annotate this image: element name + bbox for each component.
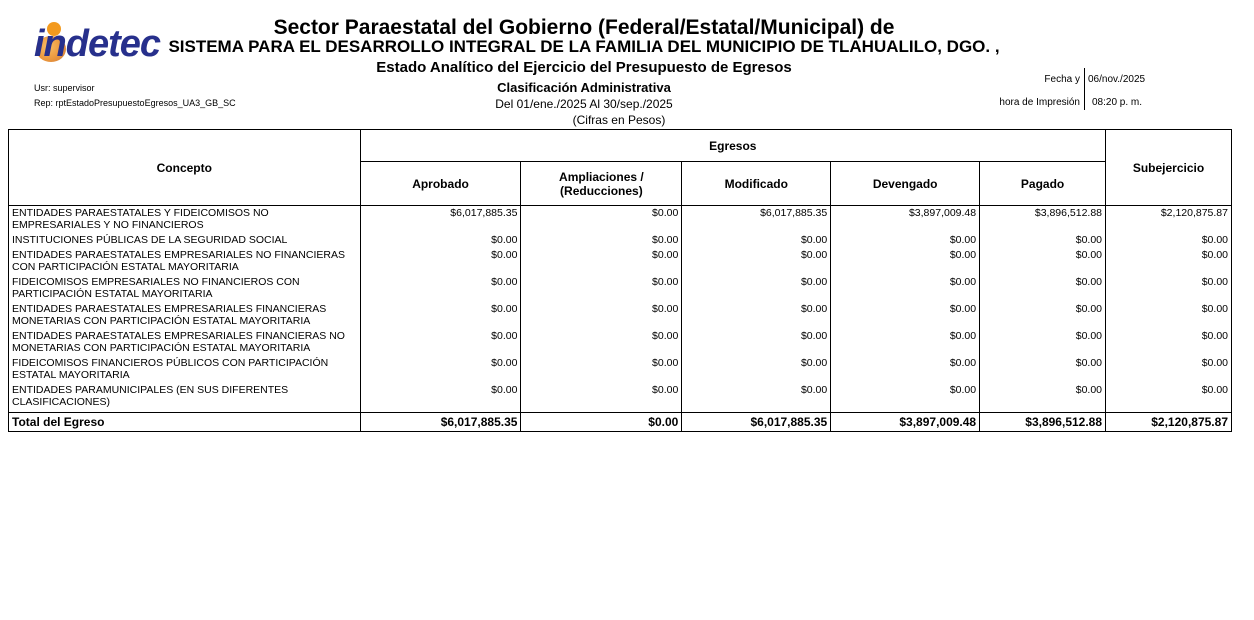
pagado-header: Pagado — [980, 162, 1106, 206]
devengado-header: Devengado — [831, 162, 980, 206]
modificado-cell: $6,017,885.35 — [682, 206, 831, 234]
subejercicio-cell: $2,120,875.87 — [1106, 206, 1232, 234]
pagado-cell: $0.00 — [980, 248, 1106, 275]
aprobado-cell: $0.00 — [360, 233, 521, 248]
classification: Clasificación Administrativa — [497, 80, 671, 95]
table-row — [9, 233, 1232, 248]
entity-name: SISTEMA PARA EL DESARROLLO INTEGRAL DE LA FAMILIA DEL MUNICIPIO DE TLAHUALILO, DGO. , — [168, 37, 1000, 56]
aprobado-cell: $0.00 — [360, 302, 521, 329]
devengado-cell: $0.00 — [831, 275, 980, 302]
concepto-cell: ENTIDADES PARAESTATALES EMPRESARIALES NO FINANCIERAS CON PARTICIPACIÓN ESTATAL MAYORITARIA — [9, 248, 361, 275]
logo-text: indetec — [34, 23, 161, 65]
total-aprobado: $6,017,885.35 — [360, 413, 521, 432]
aprobado-header: Aprobado — [360, 162, 521, 206]
total-devengado: $3,897,009.48 — [831, 413, 980, 432]
concepto-cell: FIDEICOMISOS FINANCIEROS PÚBLICOS CON PARTICIPACIÓN ESTATAL MAYORITARIA — [9, 356, 361, 383]
modificado-cell: $0.00 — [682, 383, 831, 413]
subejercicio-cell: $0.00 — [1106, 248, 1232, 275]
concepto-cell: ENTIDADES PARAESTATALES Y FIDEICOMISOS NO EMPRESARIALES Y NO FINANCIEROS — [9, 206, 361, 234]
modificado-header: Modificado — [682, 162, 831, 206]
modificado-cell: $0.00 — [682, 302, 831, 329]
aprobado-cell: $0.00 — [360, 275, 521, 302]
modificado-cell: $0.00 — [682, 233, 831, 248]
modificado-cell: $0.00 — [682, 329, 831, 356]
print-time: 08:20 p. m. — [1092, 97, 1143, 108]
total-pagado: $3,896,512.88 — [980, 413, 1106, 432]
total-label: Total del Egreso — [9, 413, 361, 432]
modificado-cell: $0.00 — [682, 275, 831, 302]
report-subtitle: Estado Analítico del Ejercicio del Presupuesto de Egresos — [376, 59, 792, 76]
table-row — [9, 383, 1232, 413]
date-divider — [1084, 68, 1085, 110]
devengado-cell: $0.00 — [831, 248, 980, 275]
concepto-cell: FIDEICOMISOS EMPRESARIALES NO FINANCIEROS CON PARTICIPACIÓN ESTATAL MAYORITARIA — [9, 275, 361, 302]
table-row — [9, 302, 1232, 329]
concepto-cell: ENTIDADES PARAESTATALES EMPRESARIALES FINANCIERAS NO MONETARIAS CON PARTICIPACIÓN ESTATAL MAYORITARIA — [9, 329, 361, 356]
pagado-cell: $0.00 — [980, 356, 1106, 383]
subejercicio-cell: $0.00 — [1106, 383, 1232, 413]
table-row — [9, 275, 1232, 302]
concepto-cell: ENTIDADES PARAMUNICIPALES (EN SUS DIFERENTES CLASIFICACIONES) — [9, 383, 361, 413]
aprobado-cell: $0.00 — [360, 248, 521, 275]
modificado-cell: $0.00 — [682, 248, 831, 275]
ampliaciones-cell: $0.00 — [521, 248, 682, 275]
table-row — [9, 329, 1232, 356]
ampliaciones-cell: $0.00 — [521, 275, 682, 302]
table-row — [9, 356, 1232, 383]
subejercicio-cell: $0.00 — [1106, 356, 1232, 383]
pagado-cell: $0.00 — [980, 302, 1106, 329]
pagado-cell: $0.00 — [980, 383, 1106, 413]
units-note: (Cifras en Pesos) — [572, 113, 666, 127]
devengado-cell: $0.00 — [831, 356, 980, 383]
ampliaciones-cell: $0.00 — [521, 329, 682, 356]
subejercicio-cell: $0.00 — [1106, 233, 1232, 248]
subejercicio-cell: $0.00 — [1106, 275, 1232, 302]
devengado-cell: $0.00 — [831, 233, 980, 248]
egresos-header: Egresos — [360, 130, 1105, 162]
devengado-cell: $0.00 — [831, 302, 980, 329]
concepto-header: Concepto — [9, 130, 361, 206]
report-title: Sector Paraestatal del Gobierno (Federal/Estatal/Municipal) de — [273, 16, 895, 39]
aprobado-cell: $0.00 — [360, 329, 521, 356]
fecha-label: Fecha y — [1044, 74, 1080, 85]
ampliaciones-cell: $0.00 — [521, 383, 682, 413]
ampliaciones-header: Ampliaciones / (Reducciones) — [521, 162, 682, 206]
aprobado-cell: $0.00 — [360, 356, 521, 383]
subejercicio-cell: $0.00 — [1106, 302, 1232, 329]
period: Del 01/ene./2025 Al 30/sep./2025 — [495, 97, 673, 111]
aprobado-cell: $6,017,885.35 — [360, 206, 521, 234]
modificado-cell: $0.00 — [682, 356, 831, 383]
devengado-cell: $0.00 — [831, 383, 980, 413]
table-row — [9, 206, 1232, 234]
concepto-cell: ENTIDADES PARAESTATALES EMPRESARIALES FINANCIERAS MONETARIAS CON PARTICIPACIÓN ESTATAL MAYORITARIA — [9, 302, 361, 329]
concepto-cell: INSTITUCIONES PÚBLICAS DE LA SEGURIDAD SOCIAL — [9, 233, 361, 248]
ampliaciones-cell: $0.00 — [521, 233, 682, 248]
subejercicio-cell: $0.00 — [1106, 329, 1232, 356]
ampliaciones-cell: $0.00 — [521, 302, 682, 329]
subejercicio-header: Subejercicio — [1106, 130, 1232, 206]
aprobado-cell: $0.00 — [360, 383, 521, 413]
total-modificado: $6,017,885.35 — [682, 413, 831, 432]
pagado-cell: $0.00 — [980, 329, 1106, 356]
budget-table — [8, 129, 1232, 432]
hora-label: hora de Impresión — [999, 97, 1080, 108]
pagado-cell: $0.00 — [980, 233, 1106, 248]
total-row — [9, 413, 1232, 432]
user-label: Usr: supervisor — [34, 83, 95, 93]
report-id-label: Rep: rptEstadoPresupuestoEgresos_UA3_GB_SC — [34, 98, 236, 108]
ampliaciones-cell: $0.00 — [521, 206, 682, 234]
table-row — [9, 248, 1232, 275]
print-date: 06/nov./2025 — [1088, 74, 1146, 85]
pagado-cell: $0.00 — [980, 275, 1106, 302]
ampliaciones-cell: $0.00 — [521, 356, 682, 383]
total-subejercicio: $2,120,875.87 — [1106, 413, 1232, 432]
devengado-cell: $3,897,009.48 — [831, 206, 980, 234]
pagado-cell: $3,896,512.88 — [980, 206, 1106, 234]
devengado-cell: $0.00 — [831, 329, 980, 356]
total-ampliaciones: $0.00 — [521, 413, 682, 432]
